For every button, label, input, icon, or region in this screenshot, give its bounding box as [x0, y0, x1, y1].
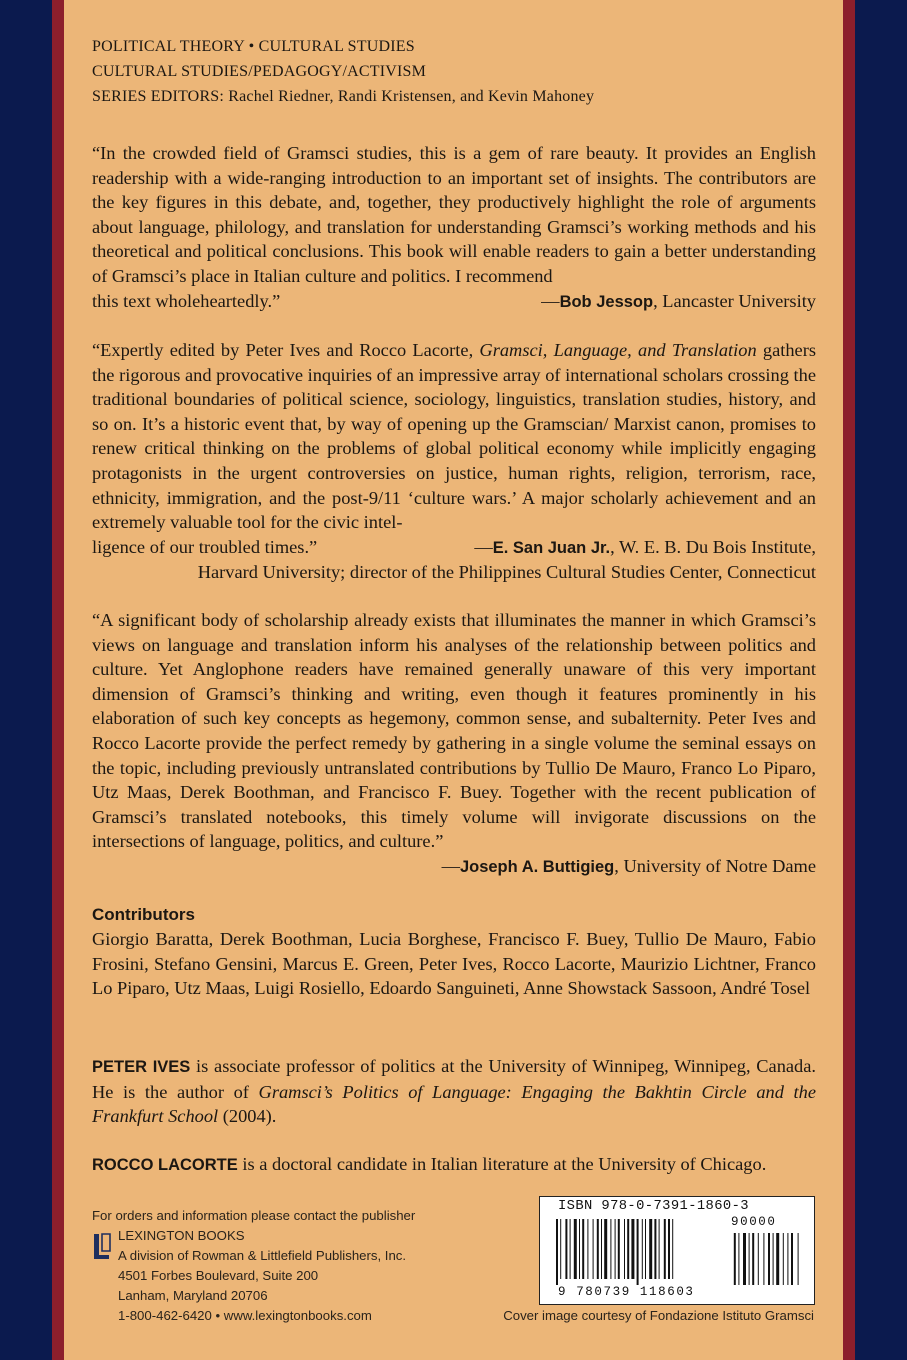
contributors-list: Giorgio Baratta, Derek Boothman, Lucia Borghese, Francisco F. Buey, Tullio De Mauro, Fabio Frosini, Stefano Gensini, Marcus E. Green, Peter Ives, Rocco Lacorte, Maurizio Lichtner, Franco Lo Piparo, Utz Maas, Luigi Rosiello, Edoardo Sanguineti, Anne Showstack Sassoon, André Tosel: [92, 929, 816, 999]
quote-text: “A significant body of scholarship already exists that illuminates the manner in which Gramsci’s views on language and translation inform his analyses of the relationship between politics and culture. Yet Anglophone readers have remained generally unaware of this very important dimension of Gramsci’s thinking and writing, even though it features prominently in his elaboration of such key concepts as hegemony, common sense, and subalternity. Peter Ives and Rocco Lacorte provide the perfect remedy by gathering in a single volume the seminal essays on the topic, including previously untranslated contributions by Tullio De Mauro, Franco Lo Piparo, Utz Maas, Derek Boothman, and Francisco F. Buey. Together with the recent publication of Gramsci’s translated notebooks, this timely volume will invigorate discussions on the intersections of language, politics, and culture.”: [92, 610, 816, 852]
series-header: [92, 34, 816, 109]
barcode-addon-bar: [738, 1233, 739, 1285]
barcode-bar: [604, 1219, 607, 1279]
barcode-bar: [593, 1219, 594, 1279]
barcode-addon-bar: [758, 1233, 759, 1285]
endorsement-buttigieg: [92, 608, 816, 880]
quote-text: “In the crowded field of Gramsci studies, this is a gem of rare beauty. It provides an English readership with a wide-ranging introduction to an important set of insights. The contributors are the key figures in this debate, and, together, they productively highlight the role of arguments about language, philology, and translation for understanding Gramsci’s working methods and his theoretical and political conclusions. This book will enable readers to gain a better understanding of Gramsci’s place in Italian culture and politics. I recommend: [92, 143, 816, 286]
barcode-bar: [642, 1219, 643, 1279]
barcode-bar: [637, 1219, 639, 1285]
barcode-bar: [659, 1219, 660, 1279]
barcode-bar: [668, 1219, 670, 1279]
author-affiliation: , W. E. B. Du Bois Institute,: [610, 536, 816, 557]
quote-attribution: —E. San Juan Jr., W. E. B. Du Bois Institute,: [474, 536, 816, 557]
isbn-barcode: [539, 1196, 815, 1305]
bio-book-title: Gramsci’s Politics of Language: Engaging the Bakhtin Circle and the Frankfurt School: [92, 1081, 816, 1127]
barcode-addon-bar: [783, 1233, 784, 1285]
bio-peter-ives: PETER IVES is associate professor of politics at the University of Winnipeg, Winnipeg, Canada. He is the author of Gramsci’s Politics of Language: Engaging the Bakhtin Circle and the Frankfurt School (2004).: [92, 1056, 817, 1127]
barcode-addon-bar: [752, 1233, 754, 1285]
cover-image-credit: Cover image courtesy of Fondazione Istituto Gramsci: [503, 1308, 814, 1323]
barcode-bar: [579, 1219, 580, 1279]
barcode-bar: [645, 1219, 646, 1279]
barcode-bar: [565, 1219, 567, 1279]
barcode-addon-bar: [734, 1233, 736, 1285]
publisher-name: LEXINGTON BOOKS: [118, 1228, 245, 1243]
barcode-addon-bar: [798, 1233, 799, 1285]
bio-rocco-lacorte: ROCCO LACORTE is a doctoral candidate in Italian literature at the University of Chicago.: [92, 1154, 767, 1174]
barcode-bar: [649, 1219, 652, 1279]
barcode-bar: [627, 1219, 629, 1279]
quote-attribution: —Bob Jessop, Lancaster University: [541, 290, 816, 311]
series-line: CULTURAL STUDIES/PEDAGOGY/ACTIVISM: [92, 63, 427, 80]
barcode-bar: [654, 1219, 656, 1279]
isbn-text: ISBN 978-0-7391-1860-3: [558, 1199, 749, 1214]
barcode-bar: [587, 1219, 588, 1279]
barcode-bar: [582, 1219, 584, 1279]
barcode-bar: [574, 1219, 577, 1279]
barcode-bar: [556, 1219, 558, 1285]
publisher-division: A division of Rowman & Littlefield Publishers, Inc.: [118, 1248, 407, 1263]
endorsement-san-juan: [92, 338, 816, 585]
book-title: Gramsci, Language, and Translation: [479, 340, 757, 360]
publisher-intro: For orders and information please contact the publisher: [92, 1208, 416, 1223]
quote-attribution: —Joseph A. Buttigieg, University of Notre Dame: [441, 855, 816, 876]
barcode-bar: [597, 1219, 599, 1279]
left-red-stripe: [52, 0, 64, 1360]
barcode-bar: [560, 1219, 561, 1279]
category-line: POLITICAL THEORY • CULTURAL STUDIES: [92, 38, 415, 55]
barcode-bar: [664, 1219, 666, 1279]
author-name: Bob Jessop: [559, 292, 654, 311]
barcode-bar: [615, 1219, 616, 1279]
right-red-stripe: [843, 0, 855, 1360]
author-name: E. San Juan Jr.: [492, 538, 611, 557]
author-affiliation-continued: Harvard University; director of the Philippines Cultural Studies Center, Connecticut: [197, 562, 816, 583]
author-affiliation: , University of Notre Dame: [614, 855, 816, 876]
barcode-addon-bar: [743, 1233, 746, 1285]
barcode-addon-bar: [768, 1233, 770, 1285]
barcode-bar: [618, 1219, 620, 1279]
barcode-bar: [672, 1219, 673, 1279]
author-affiliation: , Lancaster University: [653, 290, 816, 311]
barcode-addon-bar: [773, 1233, 774, 1285]
back-cover-panel: [64, 0, 843, 1360]
barcode-addon-bar: [787, 1233, 788, 1285]
barcode-bar: [610, 1219, 611, 1279]
barcode-bar: [570, 1219, 571, 1279]
contributors-heading: Contributors: [92, 905, 195, 924]
publisher-address-1: 4501 Forbes Boulevard, Suite 200: [118, 1268, 319, 1283]
barcode-addon-digits: 90000: [731, 1215, 777, 1229]
barcode-bar: [624, 1219, 625, 1279]
publisher-info: [92, 1206, 512, 1326]
bio-name: PETER IVES: [92, 1058, 191, 1076]
barcode-bar: [601, 1219, 602, 1279]
publisher-address-2: Lanham, Maryland 20706: [118, 1288, 268, 1303]
quote-closing: this text wholeheartedly.”: [92, 290, 281, 311]
barcode-addon-bar: [749, 1233, 750, 1285]
contributors-section: [92, 903, 816, 1001]
author-name: Joseph A. Buttigieg: [459, 857, 615, 876]
quote-text: “Expertly edited by Peter Ives and Rocco Lacorte, Gramsci, Language, and Translation gathers the rigorous and provocative inquiries of an impressive array of international scholars crossing the traditional boundaries of political science, sociology, linguistics, translation studies, history, and so on. It’s a historic event that, by way of opening up the Gramscian/ Marxist canon, promises to renew critical thinking on the problems of global political economy while implicitly engaging protagonists in the urgent controversies on justice, human rights, religion, terrorism, race, ethnicity, immigration, and the post-9/11 ‘culture wars.’ A major scholarly achievement and an extremely valuable tool for the civic intel-: [92, 340, 816, 533]
series-editors-line: SERIES EDITORS: Rachel Riedner, Randi Kristensen, and Kevin Mahoney: [92, 88, 595, 105]
lexington-logo-icon: [92, 1231, 112, 1261]
barcode-addon-bar: [776, 1233, 779, 1285]
publisher-contact[interactable]: 1-800-462-6420 • www.lexingtonbooks.com: [118, 1308, 372, 1323]
quote-last-line: [92, 289, 816, 315]
barcode-bar: [631, 1219, 634, 1279]
bio-name: ROCCO LACORTE: [92, 1156, 238, 1174]
quote-closing: ligence of our troubled times.”: [92, 536, 318, 557]
barcode-addon-bar: [763, 1233, 764, 1285]
barcode-addon-bar: [791, 1233, 793, 1285]
barcode-digits: 9 780739 118603: [558, 1285, 695, 1299]
quote-last-line: [92, 535, 816, 561]
endorsement-jessop: [92, 141, 816, 314]
